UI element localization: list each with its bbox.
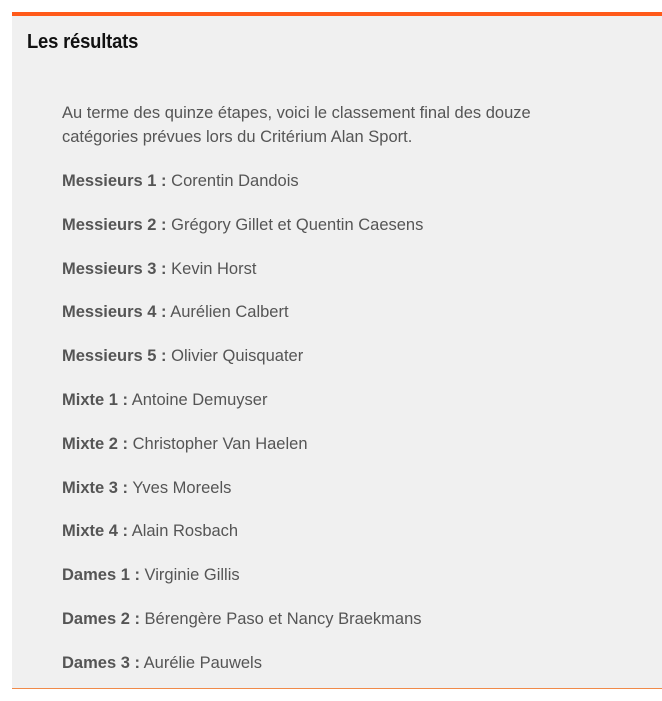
- result-item-mixte-2: [62, 434, 423, 478]
- category-label: Messieurs 5 :: [62, 347, 167, 366]
- winner-name: Aurélien Calbert: [166, 303, 289, 322]
- result-item-messieurs-1: [62, 171, 423, 215]
- winner-name: Olivier Quisquater: [166, 347, 304, 366]
- winner-name: Christopher Van Haelen: [128, 434, 308, 453]
- category-label: Dames 2 :: [62, 609, 140, 628]
- winner-name: Bérengère Paso et Nancy Braekmans: [139, 609, 422, 628]
- result-item-messieurs-4: [62, 302, 423, 346]
- result-item-mixte-1: [62, 390, 423, 434]
- winner-name: Yves Moreels: [128, 478, 232, 497]
- category-label: Mixte 1 :: [62, 390, 129, 409]
- winner-name: Alain Rosbach: [128, 522, 239, 541]
- winner-name: Kevin Horst: [166, 259, 257, 278]
- result-item-dames-2: [62, 609, 423, 653]
- results-panel: [12, 12, 662, 689]
- category-label: Dames 3 :: [62, 653, 140, 672]
- category-label: Mixte 3 :: [62, 478, 129, 497]
- winner-name: Grégory Gillet et Quentin Caesens: [166, 215, 424, 234]
- category-label: Messieurs 1 :: [62, 172, 167, 190]
- result-item-mixte-3: [62, 478, 423, 522]
- result-item-dames-3: [62, 653, 423, 697]
- result-item-mixte-4: [62, 521, 423, 565]
- section-title: Les résultats: [27, 31, 139, 53]
- result-item-messieurs-2: [62, 215, 423, 259]
- winner-name: Aurélie Pauwels: [139, 653, 262, 672]
- category-label: Messieurs 2 :: [62, 215, 167, 234]
- category-label: Mixte 4 :: [62, 522, 129, 541]
- category-label: Dames 1 :: [62, 566, 140, 585]
- result-item-dames-1: [62, 565, 423, 609]
- result-item-messieurs-3: [62, 259, 423, 303]
- winner-name: Antoine Demuyser: [128, 390, 268, 409]
- category-label: Mixte 2 :: [62, 434, 129, 453]
- winner-name: Corentin Dandois: [166, 172, 299, 190]
- winner-name: Virginie Gillis: [139, 566, 240, 585]
- category-label: Messieurs 4 :: [62, 303, 167, 322]
- result-item-messieurs-5: [62, 346, 423, 390]
- category-label: Messieurs 3 :: [62, 259, 167, 278]
- results-list: [62, 171, 423, 697]
- intro-paragraph: Au terme des quinze étapes, voici le classement final des douze catégories prévues lors du Critérium Alan Sport.: [62, 104, 531, 146]
